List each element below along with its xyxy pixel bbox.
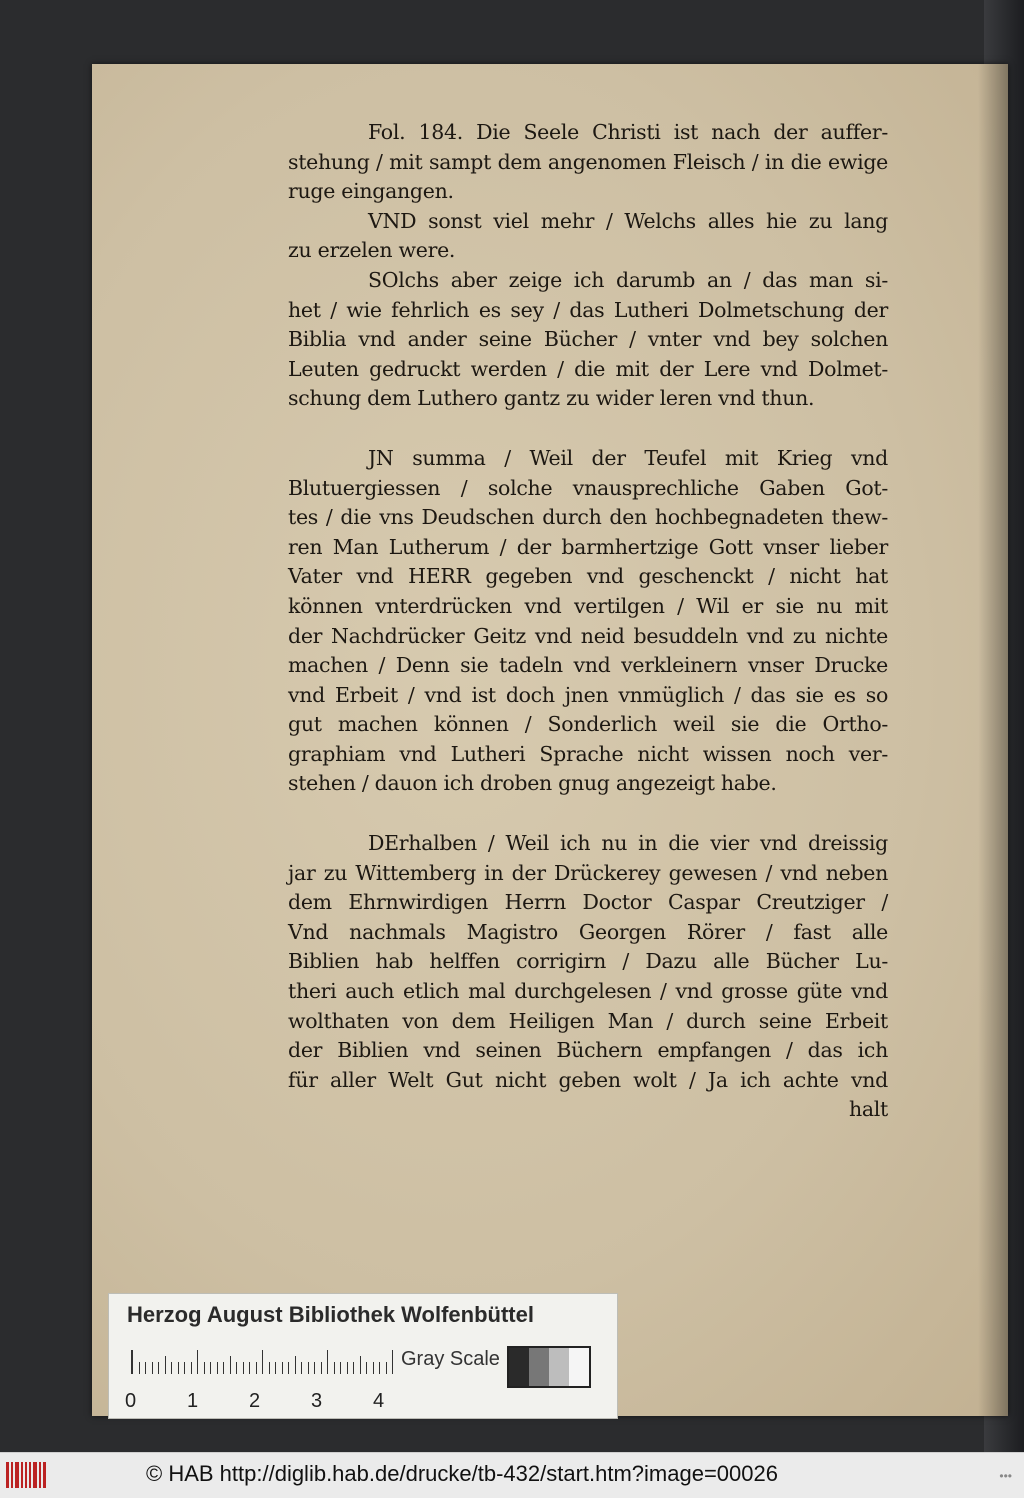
text-line: schung dem Luthero gantz zu wider leren vnd thun. [288, 386, 815, 411]
ruler-tick [353, 1362, 354, 1374]
text-line: Vnd nachmals Magistro Georgen Rörer / fast alle [288, 919, 888, 944]
ruler-tick [236, 1362, 237, 1374]
text-line: ren Man Lutherum / der barmhertzige Gott vnser lieber [288, 534, 888, 559]
text-line: jar zu Wittemberg in der Drückerey gewesen / vnd neben [288, 860, 888, 885]
ruler-tick [262, 1350, 263, 1374]
gray-scale-label: Gray Scale [401, 1348, 500, 1370]
text-line: können vnterdrücken vnd vertilgen / Wil er sie nu mit [288, 593, 888, 618]
text-line: zu erzelen were. [288, 238, 456, 263]
ruler-tick [243, 1362, 244, 1374]
ruler-tick [230, 1356, 231, 1374]
text-line: graphiam vnd Lutheri Sprache nicht wissen noch ver- [288, 741, 888, 766]
ruler-tick [158, 1362, 159, 1374]
ruler-tick [204, 1362, 205, 1374]
ruler-tick [288, 1362, 289, 1374]
ruler-number: 4 [373, 1390, 385, 1412]
ruler-tick [197, 1350, 198, 1374]
ruler-tick [191, 1362, 192, 1374]
ruler-tick [145, 1362, 146, 1374]
ruler-tick [327, 1350, 328, 1374]
catchword: halt [848, 1097, 888, 1122]
text-line: der Nachdrücker Geitz vnd neid besuddeln vnd zu nichte [288, 623, 888, 648]
ruler-tick [314, 1362, 315, 1374]
paragraph [288, 829, 888, 1125]
text-line: dem Ehrnwirdigen Herrn Doctor Caspar Creutziger / [288, 890, 888, 915]
text-line: Vater vnd HERR gegeben vnd geschenckt / nicht hat [288, 564, 888, 589]
gray-scale-swatches [507, 1346, 591, 1388]
gray-swatch [529, 1348, 549, 1386]
text-line: Leuten gedruckt werden / die mit der Lere vnd Dolmet- [288, 356, 888, 381]
text-line: Biblia vnd ander seine Bücher / vnter vnd bey solchen [288, 327, 888, 352]
ruler-number: 1 [187, 1390, 199, 1412]
text-line: wolthaten von dem Heiligen Man / durch seine Erbeit [288, 1008, 888, 1033]
ruler-tick [373, 1362, 374, 1374]
ruler-tick [132, 1350, 133, 1374]
text-line: Fol. 184. Die Seele Christi ist nach der auffer- [368, 120, 888, 144]
text-line: SOlchs aber zeige ich darumb an / das man si- [368, 267, 888, 292]
ruler-tick [165, 1356, 166, 1374]
ruler [131, 1350, 394, 1374]
ruler-tick [392, 1350, 393, 1374]
ruler-tick [256, 1362, 257, 1374]
text-line: der Biblien vnd seinen Büchern empfangen / das ich [288, 1038, 888, 1063]
ruler-tick [347, 1362, 348, 1374]
text-line: het / wie fehrlich es sey / das Lutheri Dolmetschung der [288, 297, 888, 322]
copyright-link[interactable]: © HAB http://diglib.hab.de/drucke/tb-432/start.htm?image=00026 [146, 1461, 778, 1486]
text-line: theri auch etlich mal durchgelesen / vnd grosse güte vnd [288, 979, 888, 1004]
ruler-tick [275, 1362, 276, 1374]
ruler-tick [152, 1362, 153, 1374]
ruler-tick [301, 1362, 302, 1374]
text-line: ruge eingangen. [288, 179, 454, 204]
ruler-tick [366, 1362, 367, 1374]
ruler-tick [386, 1362, 387, 1374]
ruler-tick [171, 1362, 172, 1374]
library-name: Herzog August Bibliothek Wolfenbüttel [127, 1302, 534, 1327]
ruler-tick [269, 1362, 270, 1374]
ruler-tick [295, 1356, 296, 1374]
paragraph [288, 118, 888, 414]
text-line: VND sonst viel mehr / Welchs alles hie zu lang [368, 208, 888, 233]
ruler-tick [184, 1362, 185, 1374]
ruler-number: 3 [311, 1390, 323, 1412]
text-line: stehen / dauon ich droben gnug angezeigt habe. [288, 771, 777, 796]
text-line: Blutuergiessen / solche vnausprechliche Gaben Got- [288, 475, 888, 500]
ruler-tick [139, 1362, 140, 1374]
footer-dots: ••• [999, 1469, 1012, 1483]
ruler-tick [282, 1362, 283, 1374]
ruler-tick [249, 1362, 250, 1374]
ruler-tick [334, 1362, 335, 1374]
text-line: für aller Welt Gut nicht geben wolt / Ja ich achte vnd [288, 1067, 888, 1092]
paragraph-gap [288, 414, 888, 444]
text-line: DErhalben / Weil ich nu in die vier vnd dreissig [368, 831, 888, 856]
ruler-tick [360, 1356, 361, 1374]
ruler-tick [308, 1362, 309, 1374]
text-line: gut machen können / Sonderlich weil sie die Ortho- [288, 712, 888, 737]
gray-swatch [569, 1348, 589, 1386]
paragraph-gap [288, 799, 888, 829]
text-line: stehung / mit sampt dem angenomen Fleisch / in die ewige [288, 149, 888, 174]
color-scale-card [108, 1293, 618, 1419]
page-text [288, 118, 888, 1125]
text-line: machen / Denn sie tadeln vnd verkleinern vnser Drucke [288, 653, 888, 678]
page-gutter-shadow [978, 64, 1008, 1416]
footer-bar [0, 1452, 1024, 1498]
ruler-tick [321, 1362, 322, 1374]
text-line: Biblien hab helffen corrigirn / Dazu alle Bücher Lu- [288, 949, 888, 974]
ruler-tick [217, 1362, 218, 1374]
text-line: tes / die vns Deudschen durch den hochbegnadeten thew- [288, 505, 888, 530]
ruler-tick [340, 1362, 341, 1374]
hab-logo-icon [6, 1462, 46, 1488]
text-line: vnd Erbeit / vnd ist doch jnen vnmüglich / das sie es so [288, 682, 888, 707]
ruler-tick [210, 1362, 211, 1374]
gray-swatch [509, 1348, 529, 1386]
paragraph [288, 444, 888, 799]
ruler-tick [178, 1362, 179, 1374]
ruler-tick [379, 1362, 380, 1374]
ruler-tick [223, 1362, 224, 1374]
ruler-number: 0 [125, 1390, 137, 1412]
ruler-number: 2 [249, 1390, 261, 1412]
text-line: JN summa / Weil der Teufel mit Krieg vnd [368, 445, 888, 470]
gray-swatch [549, 1348, 569, 1386]
